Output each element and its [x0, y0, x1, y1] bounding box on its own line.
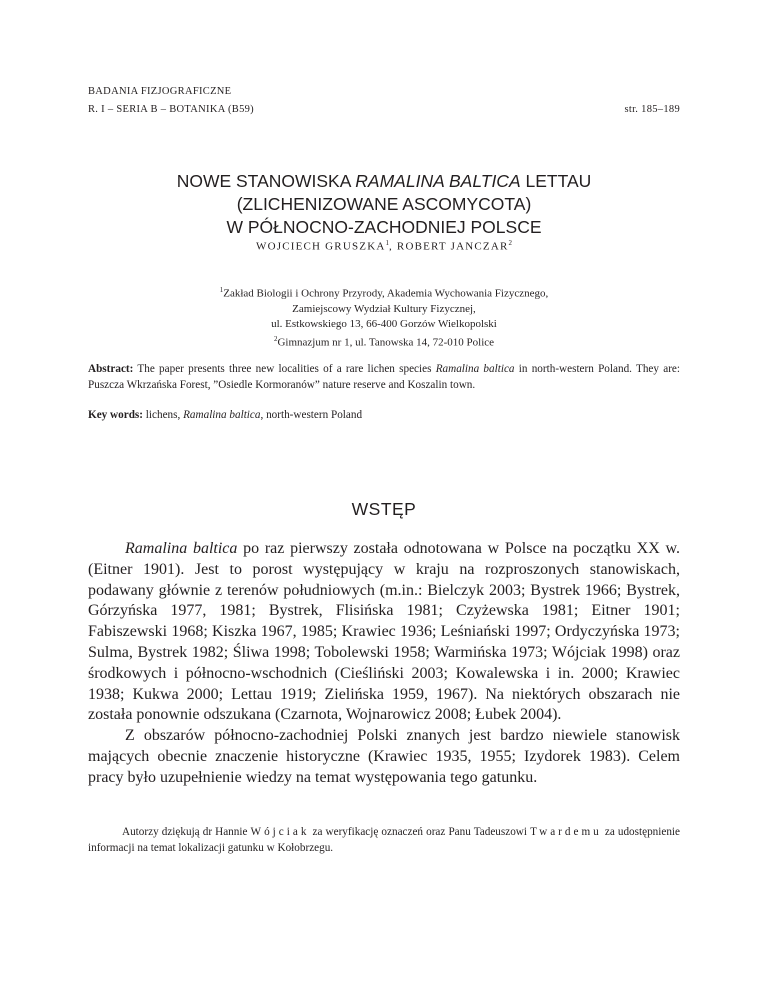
author-2: ROBERT JANCZAR — [396, 240, 509, 253]
footnote-name1: Wójciak — [250, 826, 310, 838]
journal-header — [88, 83, 680, 119]
author-list — [88, 239, 680, 253]
keywords-post: , north-western Poland — [260, 409, 363, 421]
affil-2-marker: 2 — [273, 334, 278, 343]
title-species: RAMALINA BALTICA — [355, 171, 521, 191]
abstract-species: Ramalina baltica — [435, 363, 515, 375]
author-1-affil: 1 — [385, 239, 389, 247]
acknowledgement-footnote — [88, 824, 680, 856]
author-separator: , — [389, 240, 397, 253]
keywords-label: Key words: — [88, 409, 143, 421]
affil-2-line: Gimnazjum nr 1, ul. Tanowska 14, 72-010 Police — [277, 336, 495, 349]
abstract-label: Abstract: — [88, 363, 134, 375]
keywords-species: Ramalina baltica — [183, 409, 261, 421]
article-title — [88, 170, 680, 239]
footnote-name2: Twardemu — [530, 826, 602, 838]
body-text — [88, 539, 680, 789]
affiliations — [88, 283, 680, 350]
paragraph-1-species: Ramalina baltica — [125, 540, 238, 557]
page-range: str. 185–189 — [624, 104, 680, 115]
paragraph-1 — [88, 539, 680, 726]
title-line1-pre: NOWE STANOWISKA — [176, 171, 356, 191]
footnote-post: za udostępnienie informacji na temat lokalizacji gatunku w Kołobrzegu. — [88, 826, 681, 854]
journal-series: R. I – SERIA B – BOTANIKA (B59) — [88, 104, 254, 115]
affil-1-line2: Zamiejscowy Wydział Kultury Fizycznej, — [292, 302, 476, 315]
title-line2: (ZLICHENIZOWANE ASCOMYCOTA) — [236, 194, 532, 214]
footnote-pre: Autorzy dziękują dr Hannie — [122, 826, 251, 838]
journal-name: BADANIA FIZJOGRAFICZNE — [88, 86, 232, 97]
abstract-text-post: in north-western Poland. They are: Puszcza Wkrzańska Forest, ”Osiedle Kormoranów” nature reserve and Koszalin town. — [88, 363, 680, 391]
paragraph-2: Z obszarów północno-zachodniej Polski znanych jest bardzo niewiele stanowisk mających obecnie znaczenie historyczne (Krawiec 1935, 1955; Izydorek 1983). Celem pracy było uzupełnienie wiedzy na temat występowania tego gatunku. — [88, 727, 680, 786]
affil-1-marker: 1 — [219, 286, 224, 294]
affil-1-line3: ul. Estkowskiego 13, 66-400 Gorzów Wielkopolski — [271, 317, 497, 330]
paragraph-1-text: po raz pierwszy została odnotowana w Polsce na początku XX w. (Eitner 1901). Jest to porost występujący w kraju na rozproszonych stanowiskach, podawany głównie z terenów południowych (m.in.: Bielczyk 2003; Bystrek 1966; Bystrek, Górzyńska 1977, 1981; Bystrek, Flisińska 1981; Czyżewska 1981; Eitner 1901; Fabiszewski 1968; Kiszka 1967, 1985; Krawiec 1936; Leśniański 1997; Ordyczyńska 1973; Sulma, Bystrek 1982; Śliwa 1998; Tobolewski 1958; Warmińska 1973; Wójciak 1998) oraz środkowych i północno-wschodnich (Cieśliński 2003; Kowalewska i in. 2000; Krawiec 1938; Kukwa 2000; Lettau 1919; Zielińska 1959, 1967). Na niektórych obszarach nie została ponownie odszukana (Czarnota, Wojnarowicz 2008; Łubek 2004). — [88, 540, 680, 724]
author-2-affil: 2 — [508, 239, 512, 247]
title-line3: W PÓŁNOCNO-ZACHODNIEJ POLSCE — [226, 217, 542, 237]
abstract — [88, 361, 680, 393]
abstract-text-pre: The paper presents three new localities of a rare lichen species — [133, 363, 436, 375]
keywords-pre: lichens, — [143, 409, 184, 421]
title-line1-post: LETTAU — [520, 171, 592, 191]
author-1: WOJCIECH GRUSZKA — [255, 240, 386, 253]
keywords — [88, 407, 680, 423]
section-heading: WSTĘP — [351, 499, 417, 519]
footnote-mid: za weryfikację oznaczeń oraz Panu Tadeuszowi — [309, 826, 531, 838]
affil-1-line1: Zakład Biologii i Ochrony Przyrody, Akademia Wychowania Fizycznego, — [223, 287, 549, 300]
